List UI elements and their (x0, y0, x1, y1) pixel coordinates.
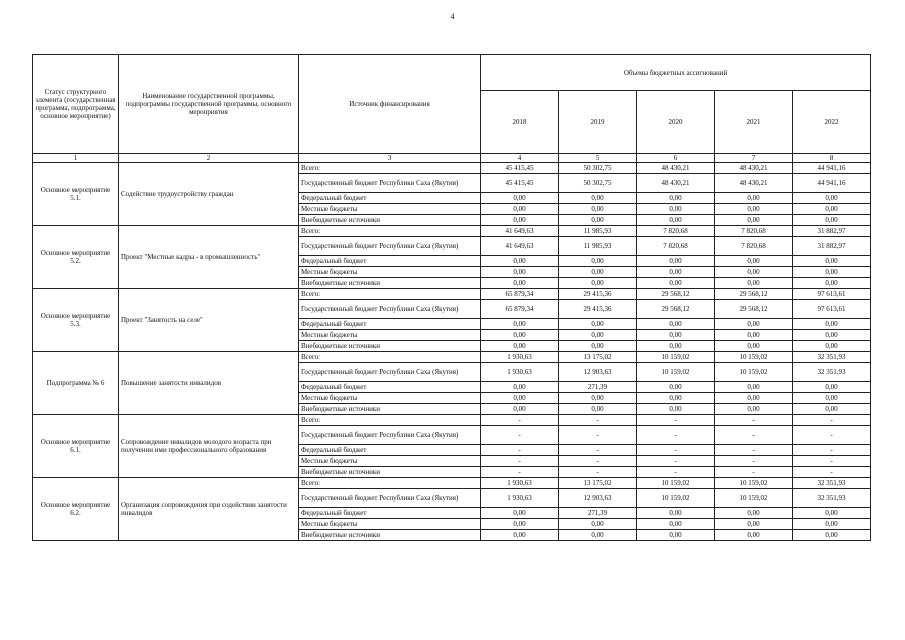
amount-cell: 0,00 (481, 530, 559, 541)
amount-cell: 0,00 (559, 204, 637, 215)
amount-cell: 10 159,02 (637, 363, 715, 382)
amount-cell: 1 930,63 (481, 352, 559, 363)
amount-cell: 0,00 (481, 278, 559, 289)
amount-cell: - (793, 445, 871, 456)
funding-source: Внебюджетные источники (299, 215, 481, 226)
header-year: 2021 (715, 91, 793, 154)
budget-table-body (33, 163, 871, 541)
amount-cell: 0,00 (715, 393, 793, 404)
amount-cell: 45 415,45 (481, 163, 559, 174)
amount-cell: 7 820,68 (637, 237, 715, 256)
amount-cell: 0,00 (637, 508, 715, 519)
amount-cell: 0,00 (481, 382, 559, 393)
funding-source: Внебюджетные источники (299, 278, 481, 289)
funding-source: Местные бюджеты (299, 204, 481, 215)
amount-cell: 29 568,12 (637, 300, 715, 319)
amount-cell: 0,00 (637, 267, 715, 278)
amount-cell: 29 568,12 (715, 300, 793, 319)
amount-cell: - (637, 445, 715, 456)
amount-cell: 0,00 (637, 215, 715, 226)
amount-cell: - (715, 426, 793, 445)
amount-cell: 29 415,36 (559, 300, 637, 319)
funding-source: Всего: (299, 415, 481, 426)
row-status: Основное мероприятие 5.1. (33, 163, 119, 226)
amount-cell: 11 985,93 (559, 226, 637, 237)
amount-cell: 0,00 (715, 341, 793, 352)
amount-cell: - (715, 415, 793, 426)
amount-cell: 271,39 (559, 382, 637, 393)
amount-cell: 0,00 (481, 267, 559, 278)
amount-cell: 7 820,68 (715, 226, 793, 237)
amount-cell: 45 415,45 (481, 174, 559, 193)
amount-cell: - (559, 415, 637, 426)
funding-source: Федеральный бюджет (299, 193, 481, 204)
table-row (33, 415, 871, 426)
amount-cell: 0,00 (793, 204, 871, 215)
amount-cell: 0,00 (637, 382, 715, 393)
header-year: 2018 (481, 91, 559, 154)
table-row (33, 226, 871, 237)
amount-cell: 29 568,12 (715, 289, 793, 300)
header-name: Наименование государственной программы, подпрограммы государственной программы, основного мероприятия (119, 55, 299, 154)
amount-cell: 0,00 (637, 530, 715, 541)
funding-source: Местные бюджеты (299, 393, 481, 404)
amount-cell: 0,00 (715, 193, 793, 204)
amount-cell: - (637, 426, 715, 445)
amount-cell: 0,00 (793, 256, 871, 267)
amount-cell: - (481, 445, 559, 456)
amount-cell: 0,00 (559, 215, 637, 226)
row-name: Сопровождение инвалидов молодого возраста при получении ими профессионального образования (119, 415, 299, 478)
amount-cell: 10 159,02 (715, 478, 793, 489)
amount-cell: 31 882,97 (793, 237, 871, 256)
amount-cell: 1 930,63 (481, 478, 559, 489)
amount-cell: 0,00 (715, 256, 793, 267)
amount-cell: 0,00 (481, 215, 559, 226)
amount-cell: - (715, 445, 793, 456)
amount-cell: - (481, 456, 559, 467)
amount-cell: 0,00 (481, 256, 559, 267)
row-name: Проект "Занятость на селе" (119, 289, 299, 352)
column-number: 1 (33, 154, 119, 163)
page-number: 4 (450, 12, 455, 21)
funding-source: Местные бюджеты (299, 330, 481, 341)
column-number-row (33, 154, 871, 163)
amount-cell: 48 430,21 (637, 163, 715, 174)
amount-cell: 32 351,93 (793, 352, 871, 363)
amount-cell: 0,00 (559, 519, 637, 530)
funding-source: Местные бюджеты (299, 519, 481, 530)
amount-cell: 0,00 (559, 404, 637, 415)
amount-cell: 0,00 (637, 404, 715, 415)
amount-cell: 10 159,02 (637, 489, 715, 508)
amount-cell: 0,00 (637, 278, 715, 289)
amount-cell: - (481, 415, 559, 426)
amount-cell: 0,00 (559, 267, 637, 278)
row-status: Основное мероприятие 5.2. (33, 226, 119, 289)
amount-cell: 0,00 (793, 530, 871, 541)
amount-cell: 0,00 (793, 341, 871, 352)
amount-cell: 7 820,68 (715, 237, 793, 256)
amount-cell: 0,00 (715, 382, 793, 393)
funding-source: Всего: (299, 352, 481, 363)
amount-cell: - (793, 467, 871, 478)
column-number: 3 (299, 154, 481, 163)
amount-cell: 32 351,93 (793, 363, 871, 382)
amount-cell: - (559, 426, 637, 445)
funding-source: Федеральный бюджет (299, 319, 481, 330)
amount-cell: 29 415,36 (559, 289, 637, 300)
amount-cell: 0,00 (793, 215, 871, 226)
table-row (33, 289, 871, 300)
amount-cell: 10 159,02 (715, 363, 793, 382)
amount-cell: 0,00 (715, 519, 793, 530)
amount-cell: - (559, 467, 637, 478)
amount-cell: 0,00 (481, 319, 559, 330)
amount-cell: 0,00 (481, 519, 559, 530)
amount-cell: 0,00 (715, 530, 793, 541)
funding-source: Внебюджетные источники (299, 467, 481, 478)
amount-cell: 48 430,21 (715, 163, 793, 174)
table-row (33, 163, 871, 174)
column-number: 2 (119, 154, 299, 163)
funding-source: Федеральный бюджет (299, 256, 481, 267)
amount-cell: 0,00 (637, 204, 715, 215)
amount-cell: 1 930,63 (481, 363, 559, 382)
amount-cell: 0,00 (793, 508, 871, 519)
amount-cell: 97 613,61 (793, 289, 871, 300)
funding-source: Государственный бюджет Республики Саха (Якутия) (299, 363, 481, 382)
amount-cell: 10 159,02 (637, 478, 715, 489)
amount-cell: - (481, 426, 559, 445)
amount-cell: 44 941,16 (793, 163, 871, 174)
amount-cell: - (715, 467, 793, 478)
amount-cell: 11 985,93 (559, 237, 637, 256)
amount-cell: - (793, 456, 871, 467)
amount-cell: 0,00 (715, 330, 793, 341)
amount-cell: 0,00 (715, 267, 793, 278)
amount-cell: 32 351,93 (793, 489, 871, 508)
amount-cell: 44 941,16 (793, 174, 871, 193)
amount-cell: 0,00 (481, 404, 559, 415)
amount-cell: 10 159,02 (637, 352, 715, 363)
amount-cell: 0,00 (637, 256, 715, 267)
header-volumes: Объемы бюджетных ассигнований (481, 55, 871, 91)
amount-cell: - (793, 426, 871, 445)
amount-cell: 48 430,21 (715, 174, 793, 193)
amount-cell: 0,00 (559, 193, 637, 204)
amount-cell: 0,00 (481, 508, 559, 519)
funding-source: Всего: (299, 478, 481, 489)
amount-cell: 0,00 (793, 519, 871, 530)
amount-cell: 0,00 (637, 519, 715, 530)
row-name: Повышение занятости инвалидов (119, 352, 299, 415)
funding-source: Государственный бюджет Республики Саха (Якутия) (299, 426, 481, 445)
funding-source: Федеральный бюджет (299, 445, 481, 456)
amount-cell: 48 430,21 (637, 174, 715, 193)
amount-cell: - (637, 415, 715, 426)
amount-cell: 0,00 (637, 193, 715, 204)
column-number: 5 (559, 154, 637, 163)
amount-cell: 0,00 (637, 330, 715, 341)
amount-cell: 97 613,61 (793, 300, 871, 319)
amount-cell: - (637, 456, 715, 467)
amount-cell: 0,00 (793, 319, 871, 330)
amount-cell: 0,00 (637, 393, 715, 404)
amount-cell: 0,00 (715, 278, 793, 289)
header-year: 2019 (559, 91, 637, 154)
table-row (33, 478, 871, 489)
row-name: Содействие трудоустройству граждан (119, 163, 299, 226)
amount-cell: 0,00 (559, 319, 637, 330)
header-year: 2020 (637, 91, 715, 154)
row-name: Проект "Местные кадры - в промышленность" (119, 226, 299, 289)
amount-cell: 50 302,75 (559, 174, 637, 193)
amount-cell: 0,00 (559, 393, 637, 404)
amount-cell: 0,00 (559, 330, 637, 341)
column-number: 4 (481, 154, 559, 163)
amount-cell: 0,00 (715, 204, 793, 215)
funding-source: Государственный бюджет Республики Саха (Якутия) (299, 489, 481, 508)
funding-source: Внебюджетные источники (299, 530, 481, 541)
column-number: 8 (793, 154, 871, 163)
amount-cell: 13 175,02 (559, 352, 637, 363)
amount-cell: 12 903,63 (559, 363, 637, 382)
amount-cell: 41 649,63 (481, 237, 559, 256)
funding-source: Федеральный бюджет (299, 382, 481, 393)
amount-cell: 12 903,63 (559, 489, 637, 508)
amount-cell: 0,00 (559, 256, 637, 267)
amount-cell: - (715, 456, 793, 467)
amount-cell: 0,00 (793, 278, 871, 289)
amount-cell: 29 568,12 (637, 289, 715, 300)
amount-cell: 13 175,02 (559, 478, 637, 489)
amount-cell: 41 649,63 (481, 226, 559, 237)
amount-cell: 50 302,75 (559, 163, 637, 174)
funding-source: Государственный бюджет Республики Саха (Якутия) (299, 174, 481, 193)
amount-cell: 65 879,34 (481, 300, 559, 319)
amount-cell: 0,00 (637, 319, 715, 330)
column-number: 6 (637, 154, 715, 163)
amount-cell: - (559, 456, 637, 467)
amount-cell: 7 820,68 (637, 226, 715, 237)
amount-cell: 0,00 (715, 319, 793, 330)
amount-cell: 0,00 (481, 193, 559, 204)
row-name: Организация сопровождения при содействии занятости инвалидов (119, 478, 299, 541)
amount-cell: 0,00 (481, 330, 559, 341)
amount-cell: 0,00 (559, 278, 637, 289)
funding-source: Всего: (299, 163, 481, 174)
amount-cell: 271,39 (559, 508, 637, 519)
amount-cell: 0,00 (715, 404, 793, 415)
amount-cell: - (559, 445, 637, 456)
amount-cell: 0,00 (793, 330, 871, 341)
amount-cell: 0,00 (793, 382, 871, 393)
amount-cell: 0,00 (481, 341, 559, 352)
amount-cell: 0,00 (715, 215, 793, 226)
amount-cell: 1 930,63 (481, 489, 559, 508)
header-year: 2022 (793, 91, 871, 154)
amount-cell: 0,00 (793, 193, 871, 204)
funding-source: Местные бюджеты (299, 456, 481, 467)
row-status: Основное мероприятие 6.1. (33, 415, 119, 478)
budget-table (32, 54, 871, 541)
amount-cell: 31 882,97 (793, 226, 871, 237)
amount-cell: 10 159,02 (715, 489, 793, 508)
funding-source: Всего: (299, 226, 481, 237)
amount-cell: - (481, 467, 559, 478)
column-number: 7 (715, 154, 793, 163)
amount-cell: 0,00 (559, 530, 637, 541)
funding-source: Всего: (299, 289, 481, 300)
amount-cell: 0,00 (793, 404, 871, 415)
header-source: Источник финансирования (299, 55, 481, 154)
funding-source: Государственный бюджет Республики Саха (Якутия) (299, 300, 481, 319)
amount-cell: 0,00 (793, 393, 871, 404)
amount-cell: 0,00 (481, 393, 559, 404)
amount-cell: 0,00 (559, 341, 637, 352)
funding-source: Внебюджетные источники (299, 404, 481, 415)
row-status: Основное мероприятие 6.2. (33, 478, 119, 541)
funding-source: Федеральный бюджет (299, 508, 481, 519)
row-status: Основное мероприятие 5.3. (33, 289, 119, 352)
header-status: Статус структурного элемента (государственная программа, подпрограмма, основное мероприятие) (33, 55, 119, 154)
amount-cell: - (637, 467, 715, 478)
amount-cell: 0,00 (793, 267, 871, 278)
amount-cell: 32 351,93 (793, 478, 871, 489)
amount-cell: 0,00 (481, 204, 559, 215)
funding-source: Внебюджетные источники (299, 341, 481, 352)
row-status: Подпрограмма № 6 (33, 352, 119, 415)
amount-cell: 10 159,02 (715, 352, 793, 363)
amount-cell: 0,00 (637, 341, 715, 352)
funding-source: Местные бюджеты (299, 267, 481, 278)
amount-cell: 65 879,34 (481, 289, 559, 300)
amount-cell: - (793, 415, 871, 426)
funding-source: Государственный бюджет Республики Саха (Якутия) (299, 237, 481, 256)
amount-cell: 0,00 (715, 508, 793, 519)
table-row (33, 352, 871, 363)
